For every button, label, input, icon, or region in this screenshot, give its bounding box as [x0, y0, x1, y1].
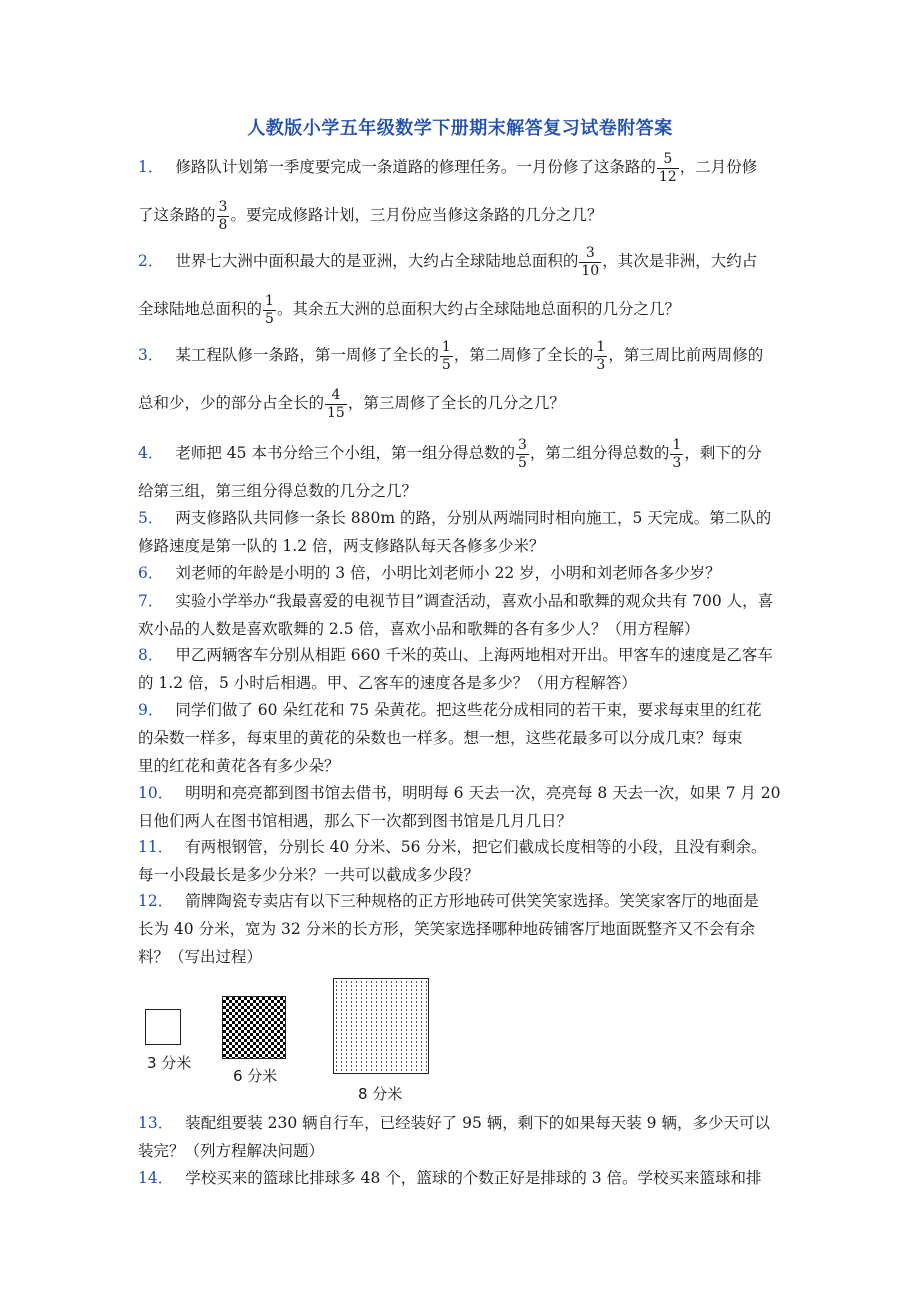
question-text: 刘老师的年龄是小明的 3 倍，小明比刘老师小 22 岁，小明和刘老师各多少岁？	[175, 564, 721, 582]
question-number: 6．	[138, 564, 164, 582]
question-6	[138, 559, 778, 587]
question-text: 某工程队修一条路，第一周修了全长的	[175, 346, 439, 364]
question-text: 两支修路队共同修一条长 880m 的路，分别从两端同时相向施工，5 天完成。第二队的	[175, 509, 772, 527]
question-number: 11．	[138, 838, 174, 856]
question-text: 明明和亮亮都到图书馆去借书，明明每 6 天去一次，亮亮每 8 天去一次，如果 7 月 20	[185, 784, 781, 802]
fraction: $\frac{5}{12}$	[658, 150, 677, 185]
question-text: 给第三组，第三组分得总数的几分之几？	[138, 482, 418, 500]
question-text: 实验小学举办“我最喜爱的电视节目”调查活动，喜欢小品和歌舞的观众共有 700 人，喜	[175, 592, 774, 610]
question-text: ，第三周修了全长的几分之几？	[347, 394, 565, 412]
fraction: $\frac{4}{15}$	[327, 386, 345, 421]
question-text: 日他们两人在图书馆相遇，那么下一次都到图书馆是几月几日？	[138, 812, 573, 830]
fraction: $\frac{1}{5}$	[441, 338, 451, 373]
question-text: 修路队计划第一季度要完成一条道路的修理任务。一月份修了这条路的	[175, 158, 656, 176]
question-12	[138, 887, 778, 971]
question-text: 。要完成修路计划，三月份应当修这条路的几分之几？	[230, 206, 603, 224]
question-text: ，第三周比前两周修的	[608, 346, 764, 364]
question-text: 了这条路的	[138, 206, 216, 224]
question-text: 全球陆地总面积的	[138, 300, 263, 318]
tile-8dm-label: 8 分米	[358, 1085, 403, 1103]
question-5	[138, 504, 778, 560]
question-text: ，第二组分得总数的	[529, 444, 670, 462]
question-text: 甲乙两辆客车分别从相距 660 千米的英山、上海两地相对开出。甲客车的速度是乙客车	[175, 646, 773, 664]
question-text: 总和少，少的部分占全长的	[138, 394, 325, 412]
question-7	[138, 587, 778, 643]
fraction: $\frac{3}{10}$	[581, 244, 600, 279]
question-text: 料？（写出过程）	[138, 948, 263, 966]
question-text: 长为 40 分米，宽为 32 分米的长方形，笑笑家选择哪种地砖铺客厅地面既整齐又不会有余	[138, 920, 756, 938]
question-number: 2．	[138, 252, 164, 270]
question-text: 欢小品的人数是喜欢歌舞的 2.5 倍，喜欢小品和歌舞的各有多少人？（用方程解）	[138, 620, 700, 638]
question-text: 学校买来的篮球比排球多 48 个，篮球的个数正好是排球的 3 倍。学校买来篮球和排	[185, 1169, 762, 1187]
question-text: 。其余五大洲的总面积大约占全球陆地总面积的几分之几？	[276, 300, 680, 318]
tile-8dm-dotted	[333, 978, 429, 1074]
question-number: 7．	[138, 592, 164, 610]
fraction: $\frac{1}{3}$	[596, 338, 606, 373]
question-number: 3．	[138, 346, 164, 364]
fraction: $\frac{3}{8}$	[218, 198, 228, 233]
question-9	[138, 696, 778, 780]
question-text: 修路速度是第一队的 1.2 倍，两支修路队每天各修多少米？	[138, 537, 545, 555]
question-number: 12．	[138, 892, 174, 910]
question-text: ，剩下的分	[684, 444, 762, 462]
question-text: 有两根钢管，分别长 40 分米、56 分米，把它们截成长度相等的小段，且没有剩余。	[185, 838, 767, 856]
question-8	[138, 641, 778, 697]
question-text: 老师把 45 本书分给三个小组，第一组分得总数的	[175, 444, 515, 462]
question-number: 13．	[138, 1114, 174, 1132]
question-text: 里的红花和黄花各有多少朵？	[138, 757, 340, 775]
question-number: 14．	[138, 1169, 174, 1187]
question-10	[138, 779, 781, 835]
fraction: $\frac{1}{3}$	[672, 436, 682, 471]
question-text: 世界七大洲中面积最大的是亚洲，大约占全球陆地总面积的	[175, 252, 579, 270]
question-2	[138, 237, 778, 333]
question-number: 9．	[138, 701, 164, 719]
question-4	[138, 429, 778, 505]
question-text: ，第二周修了全长的	[453, 346, 594, 364]
tile-3dm-label: 3 分米	[147, 1054, 192, 1072]
question-11	[138, 833, 778, 889]
question-text: ，二月份修	[679, 158, 758, 176]
question-text: 同学们做了 60 朵红花和 75 朵黄花。把这些花分成相同的若干束，要求每束里的红花	[175, 701, 762, 719]
question-number: 10．	[138, 784, 174, 802]
question-text: 装配组要装 230 辆自行车，已经装好了 95 辆，剩下的如果每天装 9 辆，多少天可以	[185, 1114, 770, 1132]
question-number: 1．	[138, 158, 164, 176]
question-text: ，其次是非洲，大约占	[602, 252, 758, 270]
question-number: 8．	[138, 646, 164, 664]
tile-6dm-checkered	[222, 996, 286, 1059]
question-14	[138, 1164, 778, 1192]
question-text: 的 1.2 倍，5 小时后相遇。甲、乙客车的速度各是多少？（用方程解答）	[138, 674, 637, 692]
tile-figure	[138, 975, 458, 1105]
question-number: 4．	[138, 444, 164, 462]
question-text: 每一小段最长是多少分米？一共可以截成多少段？	[138, 866, 480, 884]
tile-3dm	[145, 1009, 181, 1045]
question-text: 的朵数一样多，每束里的黄花的朵数也一样多。想一想，这些花最多可以分成几束？每束	[138, 729, 743, 747]
question-text: 装完？（列方程解决问题）	[138, 1142, 325, 1160]
question-3	[138, 331, 778, 427]
question-number: 5．	[138, 509, 164, 527]
tile-6dm-label: 6 分米	[233, 1067, 278, 1085]
question-1	[138, 143, 778, 239]
fraction: $\frac{3}{5}$	[517, 436, 527, 471]
question-text: 箭牌陶瓷专卖店有以下三种规格的正方形地砖可供笑笑家选择。笑笑家客厅的地面是	[185, 892, 759, 910]
question-13	[138, 1109, 778, 1165]
page-title: 人教版小学五年级数学下册期末解答复习试卷附答案	[247, 118, 673, 139]
fraction: $\frac{1}{5}$	[265, 292, 274, 327]
